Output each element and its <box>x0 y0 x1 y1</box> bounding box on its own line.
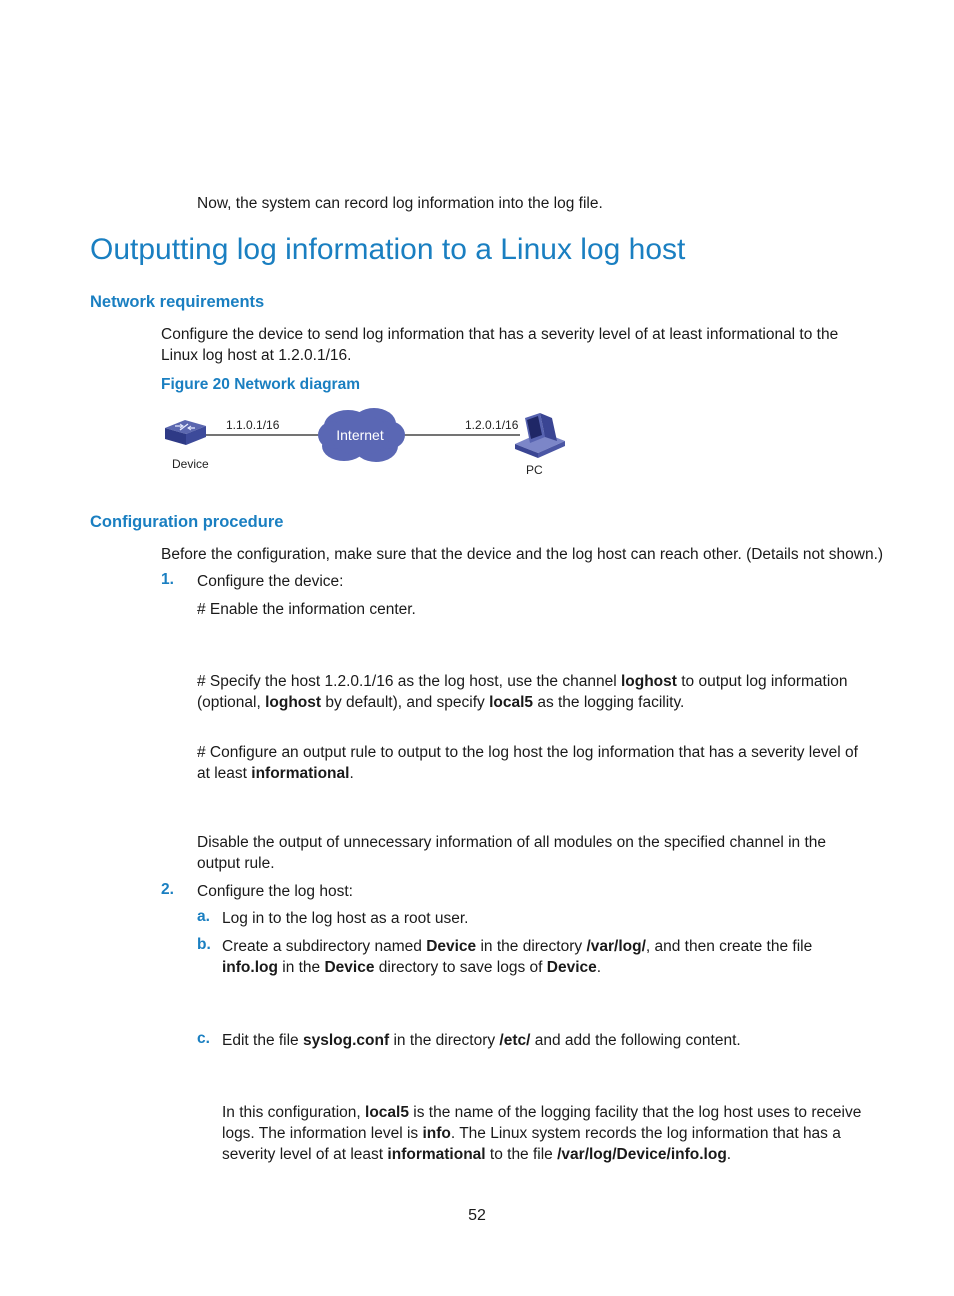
pc-label: PC <box>526 463 543 477</box>
enable-info-center-comment: # Enable the information center. <box>197 601 416 618</box>
step-2b-letter: b. <box>197 936 211 953</box>
configuration-note-paragraph: In this configuration, local5 is the name of the logging facility that the log host uses to receive logs. The information level is info. The Linux system records the log information that has a severity level of at least informational to the file /var/log/Device/info.log. <box>222 1104 862 1163</box>
step-2c-text: Edit the file syslog.conf in the directory /etc/ and add the following content. <box>222 1032 741 1049</box>
figure-caption: Figure 20 Network diagram <box>161 376 360 393</box>
pc-icon <box>515 413 565 458</box>
device-label: Device <box>172 457 209 471</box>
internet-label: Internet <box>336 427 384 443</box>
output-rule-paragraph: # Configure an output rule to output to the log host the log information that has a severity level of at least informational. <box>197 744 858 782</box>
pc-ip-label: 1.2.0.1/16 <box>465 418 519 432</box>
step-1-title: Configure the device: <box>197 573 344 590</box>
section-title: Outputting log information to a Linux log host <box>90 233 686 266</box>
step-2c-letter: c. <box>197 1030 210 1047</box>
network-diagram <box>160 404 580 484</box>
device-ip-label: 1.1.0.1/16 <box>226 418 280 432</box>
step-1-number: 1. <box>161 571 174 588</box>
page-number: 52 <box>468 1207 486 1224</box>
step-2b-text: Create a subdirectory named Device in the directory /var/log/, and then create the file info.log in the Device directory to save logs of Device. <box>222 938 813 976</box>
disable-output-paragraph: Disable the output of unnecessary information of all modules on the specified channel in the output rule. <box>197 834 826 872</box>
step-2-title: Configure the log host: <box>197 883 353 900</box>
step-2a-text: Log in to the log host as a root user. <box>222 910 469 927</box>
network-diagram-svg <box>160 404 580 484</box>
intro-sentence: Now, the system can record log information into the log file. <box>197 195 603 212</box>
network-requirements-paragraph: Configure the device to send log information that has a severity level of at least informational to the Linux log host at 1.2.0.1/16. <box>161 326 839 364</box>
network-requirements-heading: Network requirements <box>90 293 265 311</box>
specify-log-host-paragraph: # Specify the host 1.2.0.1/16 as the log host, use the channel loghost to output log information (optional, loghost by default), and specify local5 as the logging facility. <box>197 673 848 711</box>
step-2a-letter: a. <box>197 908 210 925</box>
configuration-procedure-paragraph: Before the configuration, make sure that the device and the log host can reach other. (Details not shown.) <box>161 546 884 563</box>
step-2-number: 2. <box>161 881 174 898</box>
switch-icon <box>165 420 206 445</box>
configuration-procedure-heading: Configuration procedure <box>90 513 284 531</box>
